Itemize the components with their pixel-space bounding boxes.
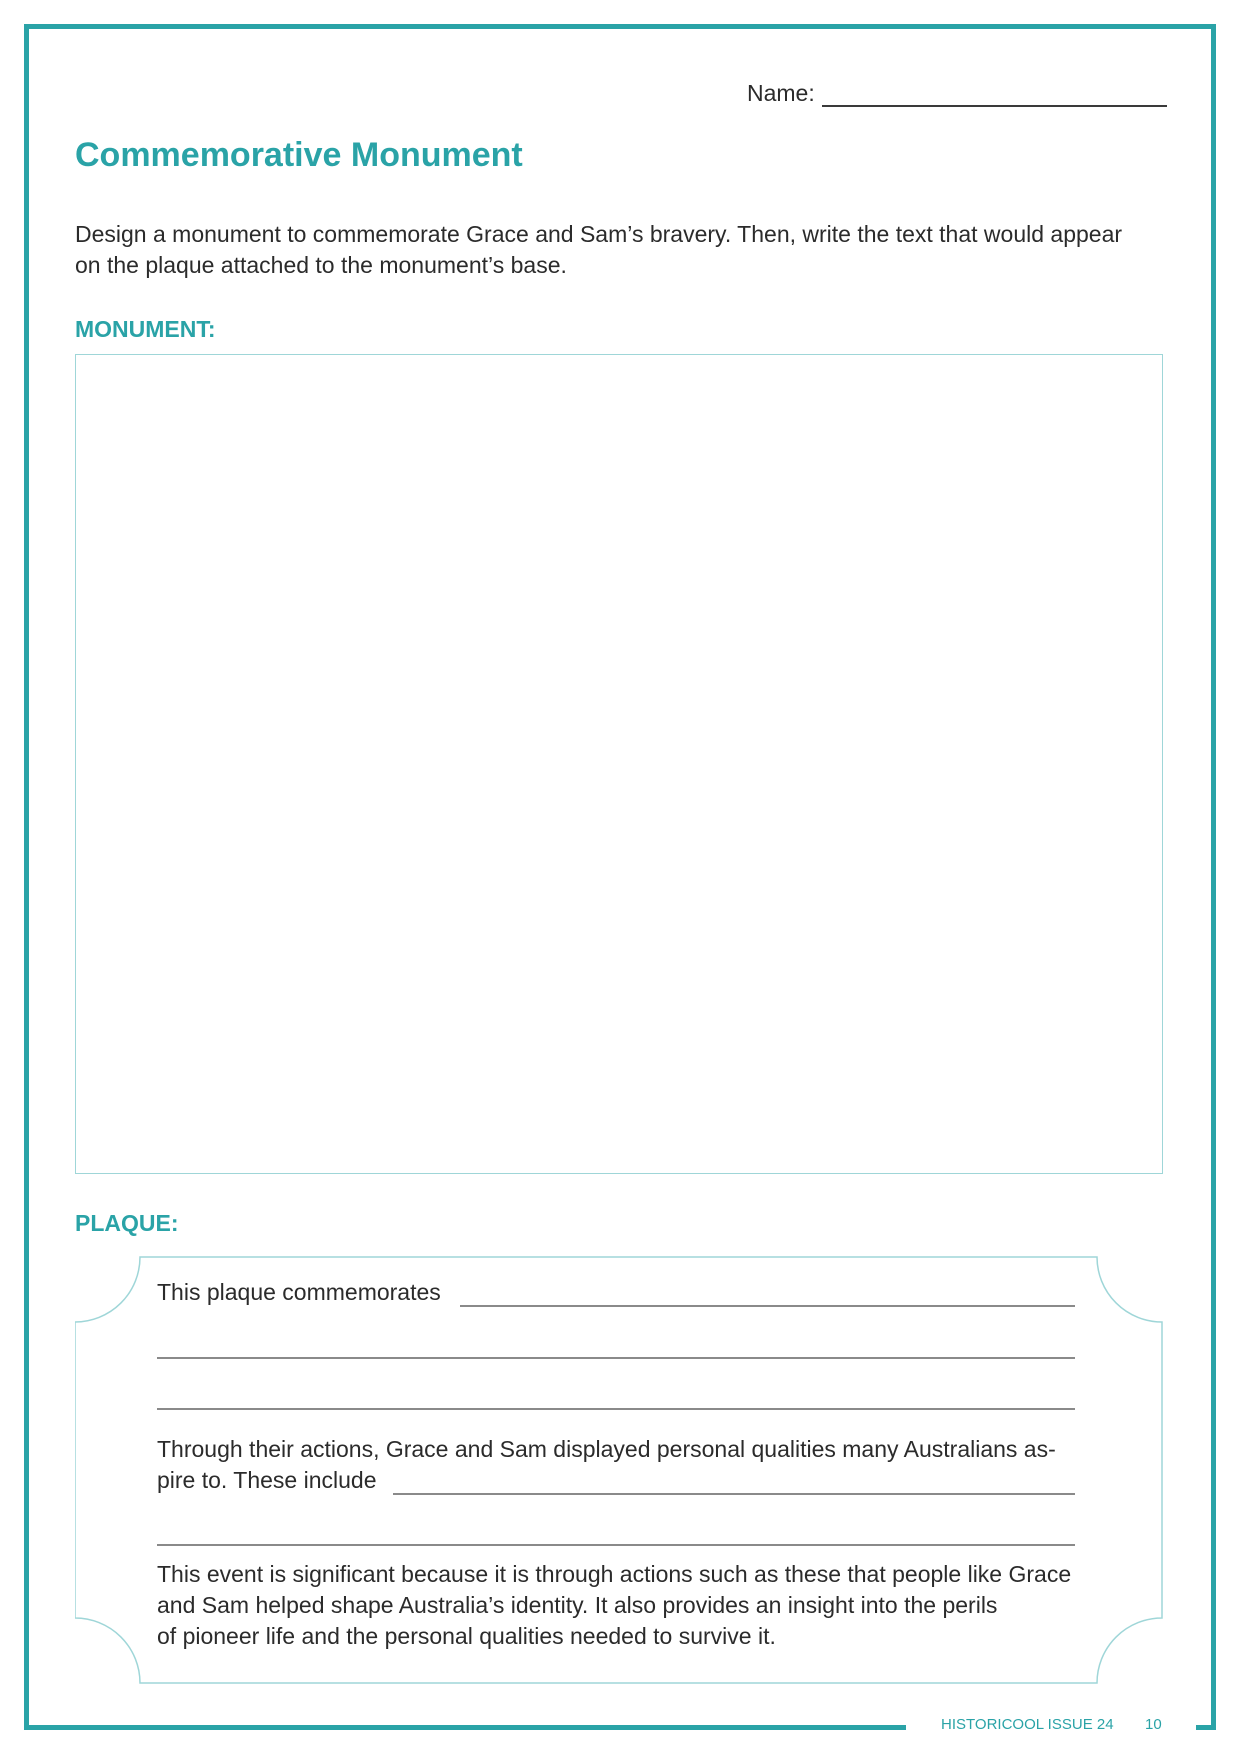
footer-page-number: 10 [1145, 1716, 1162, 1733]
plaque-write-line-1[interactable] [460, 1305, 1075, 1307]
name-input-line[interactable] [822, 105, 1167, 107]
instructions-line-1: Design a monument to commemorate Grace and Sam’s bravery. Then, write the text that would appear [75, 221, 1123, 247]
plaque-write-line-5[interactable] [157, 1544, 1075, 1546]
instructions [75, 219, 1175, 281]
instructions-line-2: on the plaque attached to the monument’s base. [75, 252, 567, 278]
monument-heading: MONUMENT: [75, 316, 216, 342]
footer-publication: HISTORICOOL ISSUE 24 [941, 1716, 1114, 1733]
plaque-heading: PLAQUE: [75, 1210, 179, 1236]
plaque-significance-line-1: This event is significant because it is through actions such as these that people like Grace [157, 1561, 1072, 1587]
plaque-qualities-line-1: Through their actions, Grace and Sam displayed personal qualities many Australians as- [157, 1436, 1056, 1462]
page-border-left [24, 24, 29, 1730]
plaque-significance-line-3: of pioneer life and the personal qualities needed to survive it. [157, 1623, 776, 1649]
plaque-write-line-4[interactable] [393, 1493, 1075, 1495]
page-border-bottom-end [1196, 1725, 1216, 1730]
page-border-right [1211, 24, 1216, 1730]
plaque-write-line-2[interactable] [157, 1357, 1075, 1359]
name-label: Name: [747, 80, 815, 106]
page-border-bottom [24, 1725, 906, 1730]
plaque-line-commemorates: This plaque commemorates [157, 1279, 441, 1305]
plaque-write-line-3[interactable] [157, 1408, 1075, 1410]
plaque-qualities-line-2: pire to. These include [157, 1467, 377, 1493]
page-title: Commemorative Monument [75, 136, 523, 174]
page-border-top [24, 24, 1216, 29]
monument-drawing-area[interactable] [75, 354, 1163, 1174]
plaque-significance-line-2: and Sam helped shape Australia’s identity. It also provides an insight into the perils [157, 1592, 998, 1618]
